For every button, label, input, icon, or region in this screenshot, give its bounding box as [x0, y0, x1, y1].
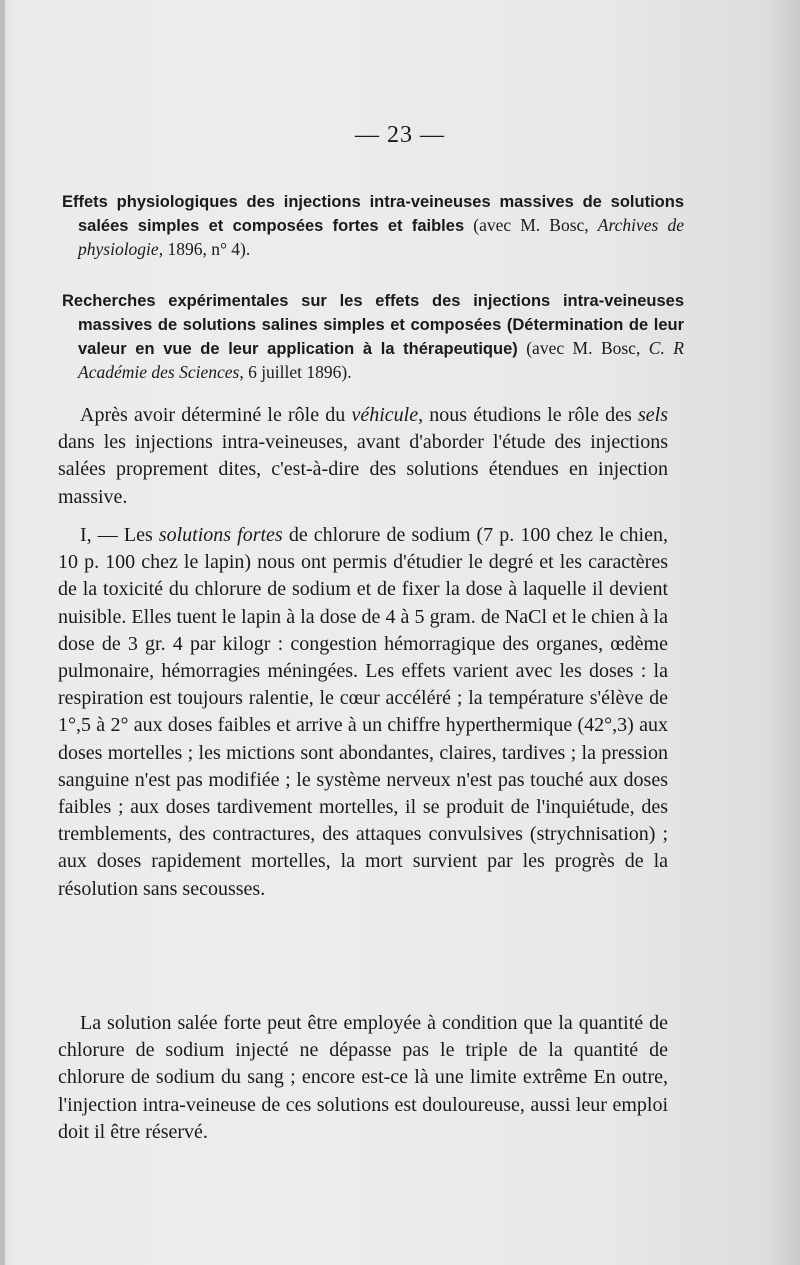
paragraph-intro-text-e: dans les injections intra-veineuses, avant d'aborder l'étude des injections salées proprement dites, c'est-à-dire des solutions étendues en injection massive.: [58, 431, 668, 508]
paragraph-solutions-text-c: de chlorure de sodium (7 p. 100 chez le chien, 10 p. 100 chez le lapin) nous ont permis d'étudier le degré et les caractères de la toxicité du chlorure de sodium et de fixer la dose à laquelle il devient nuisible. Elles tuent le lapin à la dose de 4 à 5 gram. de NaCl et le chien à la dose de 3 gr. 4 par kilogr : congestion hémorragique des organes, œdème pulmonaire, hémorragies méningées. Les effets varient avec les doses : la respiration est toujours ralentie, le cœur accéléré ; la température s'élève de 1°,5 à 2° aux doses faibles et arrive à un chiffre hyperthermique (42°,3) aux doses mortelles ; les mictions sont abondantes, claires, tardives ; la pression sanguine n'est pas modifiée ; le système nerveux n'est pas touché aux doses faibles ; aux doses tardivement mortelles, il se produit de l'inquiétude, des tremblements, des contractures, des attaques convulsives (strychnisation) ; aux doses rapidement mortelles, la mort survient par les progrès de la résolution sans secousses.: [58, 524, 668, 900]
paragraph-intro-text-c: , nous étudions le rôle des: [418, 404, 638, 426]
paragraph-solutions-italic: solutions fortes: [158, 524, 283, 546]
bibliography-entry-2: [62, 289, 684, 384]
page-number: — 23 —: [355, 122, 445, 148]
paragraph-solutions-text-a: I, — Les: [80, 524, 159, 546]
paragraph-intro-italic-sels: sels: [638, 404, 668, 426]
bibliography-entry-1-date: , 1896, n° 4).: [158, 239, 251, 259]
bibliography-entry-2-rest: (avec M. Bosc,: [517, 338, 649, 358]
bibliography-entry-2-date: , 6 juillet 1896).: [239, 362, 352, 382]
paragraph-conclusion-text: La solution salée forte peut être employée à condition que la quantité de chlorure de sodium injecté ne dépasse pas le triple de la quantité de chlorure de sodium du sang ; encore est-ce là une limite extrême En outre, l'injection intra-veineuse de ces solutions est douloureuse, aussi leur emploi doit il être réservé.: [58, 1012, 668, 1143]
page-edge-shadow: [0, 0, 5, 1265]
paragraph-conclusion: [58, 1010, 668, 1146]
bibliography-entry-1: [62, 190, 684, 261]
bibliography-entry-1-title: Effets physiologiques des injections intra-veineuses massives de solutions salées simples et composées fortes et faibles: [62, 193, 684, 235]
bibliography-entry-2-journal: C. R Académie des Sciences: [78, 338, 684, 382]
paragraph-solutions-fortes: [58, 522, 668, 903]
paragraph-intro: [58, 402, 668, 511]
paragraph-intro-italic-vehicule: véhicule: [351, 404, 419, 426]
paragraph-intro-text-a: Après avoir déterminé le rôle du: [80, 404, 352, 426]
bibliography-entry-1-journal: Archives de physiologie: [78, 215, 684, 259]
bibliography-entry-1-rest: (avec M. Bosc,: [464, 215, 598, 235]
bibliography-entry-2-title: Recherches expérimentales sur les effets des injections intra-veineuses massives de solutions salines simples et composées (Détermination de leur valeur en vue de leur application à la thérapeutique): [62, 292, 684, 358]
